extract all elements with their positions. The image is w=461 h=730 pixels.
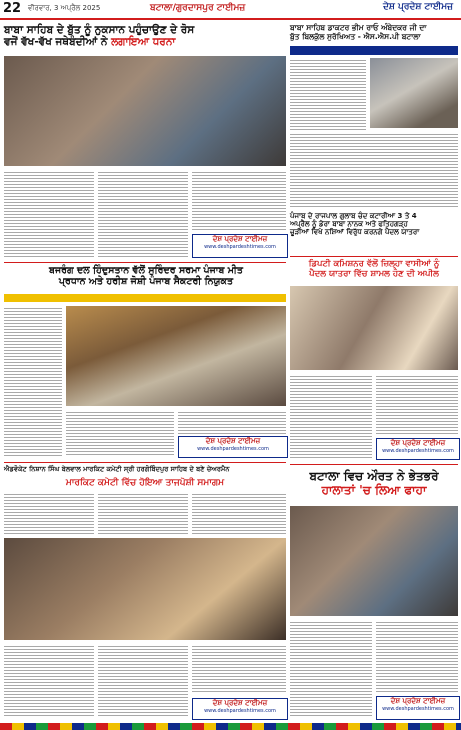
story6-text-col6 xyxy=(192,644,286,694)
story7-headline-line1: ਬਟਾਲਾ ਵਿਚ ਔਰਤ ਨੇ ਭੇਤਭਰੇ xyxy=(309,469,439,483)
story5-headline-line1: ਡਿਪਟੀ ਕਮਿਸ਼ਨਰ ਵੱਲੋਂ ਜ਼ਿਲ੍ਹਾ ਵਾਸੀਆਂ ਨੂੰ xyxy=(308,259,440,269)
divider-2 xyxy=(290,256,458,257)
section-title: ਬਟਾਲਾ/ਗੁਰਦਾਸਪੁਰ ਟਾਈਮਜ਼ xyxy=(150,3,246,13)
story5-text-col2 xyxy=(376,374,458,434)
story4-headline-line1: ਬਜਰੰਗ ਦਲ ਹਿੰਦੁਸਤਾਨ ਵੱਲੋਂ ਸੁਰਿੰਦਰ ਸਰਮਾ ਪੰਜਾਬ ਮੀਤ xyxy=(49,265,243,276)
ad-brand-3: ਦੇਸ਼ ਪ੍ਰਦੇਸ਼ ਟਾਈਮਜ਼ xyxy=(390,439,446,447)
date-line: ਵੀਰਵਾਰ, 3 ਅਪ੍ਰੈਲ 2025 xyxy=(28,4,101,12)
story6-headline xyxy=(4,466,286,474)
story3-headline-line2: ਅਪ੍ਰੈਲ ਨੂੰ ਡੇਰਾ ਬਾਬਾ ਨਾਨਕ ਅਤੇ ਫਤਿਹਗੜ੍ਹ xyxy=(290,220,408,229)
story2-text-body xyxy=(290,132,458,208)
story1-headline-part-a: ਵਜੋਂ ਵੱਖ-ਵੱਖ ਜਥੇਬੰਦੀਆਂ ਨੇ xyxy=(4,36,112,49)
ad-box-3 xyxy=(376,438,460,460)
story4-text-col2 xyxy=(66,410,174,456)
page-header xyxy=(0,0,461,20)
ad-url-5: www.deshpardeshtimes.com xyxy=(382,706,454,712)
story6-text-col2 xyxy=(98,492,188,534)
story1-photo xyxy=(4,56,286,166)
story5-photo xyxy=(290,286,458,370)
divider-1 xyxy=(4,262,286,263)
story7-headline xyxy=(290,470,458,498)
story6-text-col3 xyxy=(192,492,286,534)
ad-url-4: www.deshpardeshtimes.com xyxy=(204,708,276,714)
story5-headline-line2: ਪੈਦਲ ਯਾਤਰਾ ਵਿੱਚ ਸ਼ਾਮਲ ਹੋਣ ਦੀ ਅਪੀਲ xyxy=(309,268,439,279)
story5-text-col1 xyxy=(290,374,372,460)
ad-brand-4: ਦੇਸ਼ ਪ੍ਰਦੇਸ਼ ਟਾਈਮਜ਼ xyxy=(212,699,268,707)
story1-headline-line1: ਬਾਬਾ ਸਾਹਿਬ ਦੇ ਬੁੱਤ ਨੂੰ ਨੁਕਸਾਨ ਪਹੁੰਚਾਉਣ ਦੇ ਰੋਸ xyxy=(4,24,195,36)
story3-headline xyxy=(290,212,458,236)
ad-box-2 xyxy=(178,436,288,458)
ad-box-4 xyxy=(192,698,288,720)
page-number: 22 xyxy=(3,1,22,16)
ad-brand-1: ਦੇਸ਼ ਪ੍ਰਦੇਸ਼ ਟਾਈਮਜ਼ xyxy=(212,235,268,243)
masthead-brand: ਦੇਸ਼ ਪ੍ਰਦੇਸ਼ ਟਾਈਮਜ਼ xyxy=(382,2,453,12)
divider-4 xyxy=(290,464,458,465)
ad-url-1: www.deshpardeshtimes.com xyxy=(204,244,276,250)
story7-text-col2 xyxy=(376,620,458,692)
story7-photo xyxy=(290,506,458,616)
story6-text-col4 xyxy=(4,644,94,718)
story4-headline xyxy=(8,266,284,288)
story2-banner xyxy=(290,46,458,55)
story1-text-col2 xyxy=(98,170,188,258)
story1-headline-line2 xyxy=(4,36,284,48)
story2-headline-line1: ਬਾਬਾ ਸਾਹਿਬ ਡਾਕਟਰ ਭੀਮ ਰਾਓ ਅੰਬੇਦਕਰ ਜੀ ਦਾ xyxy=(290,23,427,32)
story7-headline-line2: ਹਾਲਾਤਾਂ 'ਚ ਲਿਆ ਫਾਹਾ xyxy=(321,482,427,497)
story6-text-col5 xyxy=(98,644,188,718)
story4-photo xyxy=(66,306,286,406)
story4-headline-line2: ਪ੍ਰਧਾਨ ਅਤੇ ਹਰੀਸ਼ ਜੋਸ਼ੀ ਪੰਜਾਬ ਸੈਕਟਰੀ ਨਿਯੁਕਤ xyxy=(58,275,234,287)
ad-box-5 xyxy=(376,696,460,720)
ad-box-1 xyxy=(192,234,288,258)
story2-text-col1 xyxy=(290,58,366,130)
story2-headline-line2: ਬੁੱਤ ਬਿਲਕੁੱਲ ਸੁਰੱਖਿਅਤ - ਐਸ.ਐਸ.ਪੀ ਬਟਾਲਾ xyxy=(290,31,421,41)
story2-headline xyxy=(290,24,458,41)
story2-photo xyxy=(370,58,458,128)
footer-color-strip xyxy=(0,723,461,730)
story4-text-col3 xyxy=(178,410,286,434)
story1-headline xyxy=(4,24,284,48)
story6-photo xyxy=(4,538,286,640)
divider-3 xyxy=(4,462,286,463)
story6-text-col1 xyxy=(4,492,94,534)
story4-banner xyxy=(4,294,286,302)
story1-text-col1 xyxy=(4,170,94,258)
story3-headline-line3: ਚੂੜੀਆਂ ਵਿਖੇ ਨਸ਼ਿਆਂ ਵਿਰੁੱਧ ਕਰਨਗੇ ਪੈਦਲ ਯਾਤਰਾ xyxy=(290,228,420,237)
story5-headline xyxy=(290,260,458,280)
story3-headline-line1: ਪੰਜਾਬ ਦੇ ਰਾਜਪਾਲ ਗੁਲਾਬ ਚੰਦ ਕਟਾਰੀਆ 3 ਤੇ 4 xyxy=(290,212,417,220)
ad-url-3: www.deshpardeshtimes.com xyxy=(382,448,454,454)
story4-text-col1 xyxy=(4,306,62,456)
story1-headline-part-b: ਲਗਾਇਆ ਧਰਨਾ xyxy=(111,36,176,49)
story6-subheadline: ਮਾਰਕਿਟ ਕਮੇਟੀ ਵਿੱਚ ਹੋਇਆ ਤਾਜਪੋਸ਼ੀ ਸਮਾਗਮ xyxy=(65,478,225,488)
story1-text-col3 xyxy=(192,170,286,230)
ad-brand-5: ਦੇਸ਼ ਪ੍ਰਦੇਸ਼ ਟਾਈਮਜ਼ xyxy=(390,697,446,705)
ad-url-2: www.deshpardeshtimes.com xyxy=(197,446,269,452)
story7-text-col1 xyxy=(290,620,372,718)
ad-brand-2: ਦੇਸ਼ ਪ੍ਰਦੇਸ਼ ਟਾਈਮਜ਼ xyxy=(205,437,261,445)
story6-headline-line1: ਐਡਵੋਕੇਟ ਨਿਸ਼ਾਨ ਸਿੰਘ ਬੇਲਵਾਲ ਮਾਰਕਿਟ ਕਮੇਟੀ ਸ੍ਰੀ ਹਰਗੋਬਿੰਦਪੁਰ ਸਾਹਿਬ ਦੇ ਬਣੇ ਚੇਅਰਮੈਨ xyxy=(4,465,230,473)
